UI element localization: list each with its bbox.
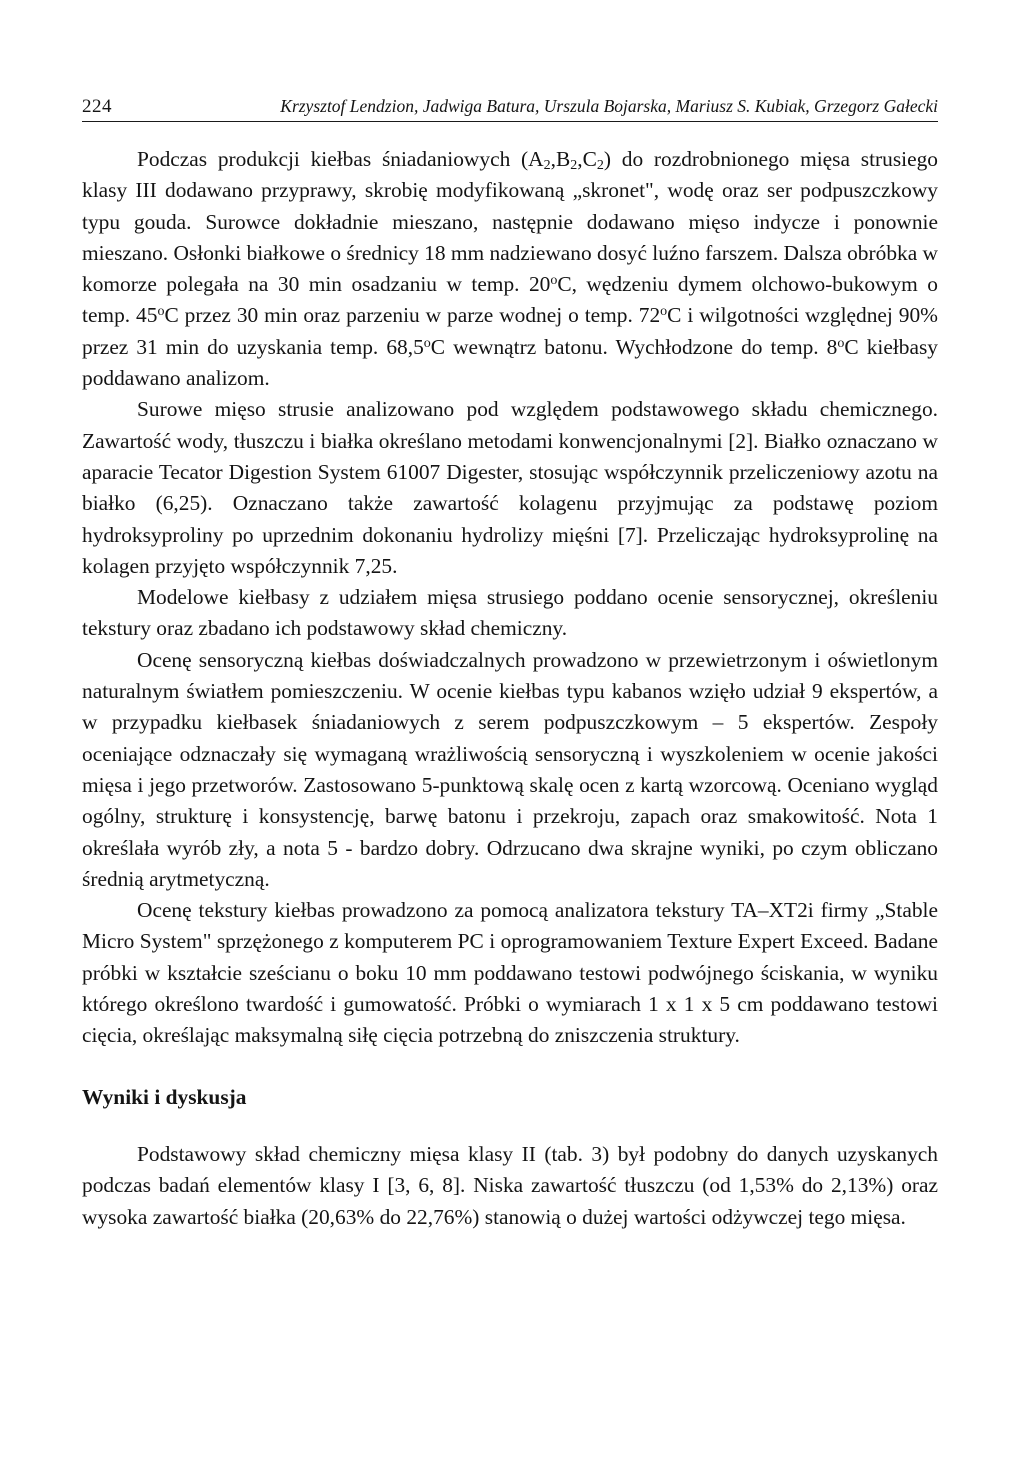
subscript: 2	[543, 158, 551, 173]
text-run: ) do rozdrobnionego mięsa strusiego klasy III dodawano przyprawy, skrobię modyfikowaną „skronet", wodę oraz ser podpuszczkowy typu gouda. Surowce dokładnie mieszano, następnie dodawano mięso indycze i ponownie mieszano. Osłonki białkowe o średnicy 18 mm nadziewano dosyć luźno farszem. Dalsza obróbka w komorze polegała na 30 min osadzaniu w temp. 20	[82, 147, 938, 297]
paragraph-texture-analysis: Ocenę tekstury kiełbas prowadzono za pomocą analizatora tekstury TA–XT2i firmy „Stable Micro System" sprzężonego z komputerem PC i oprogramowaniem Texture Expert Exceed. Badane próbki w kształcie sześcianu o boku 10 mm poddawano testowi podwójnego ściskania, w wyniku którego określono twardość i gumowatość. Próbki o wymiarach 1 x 1 x 5 cm poddawano testowi cięcia, określając maksymalną siłę cięcia potrzebną do zniszczenia struktury.	[82, 898, 938, 1048]
page-number: 224	[82, 96, 112, 117]
paragraph-sausage-production	[82, 144, 938, 394]
text-run: ,B	[550, 147, 571, 171]
paragraph-results: Podstawowy skład chemiczny mięsa klasy II (tab. 3) był podobny do danych uzyskanych podczas badań elementów klasy I [3, 6, 8]. Niska zawartość tłuszczu (od 1,53% do 2,13%) oraz wysoka zawartość białka (20,63% do 22,76%) stanowią o dużej wartości odżywczej tego mięsa.	[82, 1141, 938, 1229]
text-run: C i wilgotności względnej 90% przez 31 min do uzyskania temp. 68,5	[82, 303, 938, 359]
subscript: 2	[570, 158, 578, 173]
degree-superscript: o	[837, 335, 845, 351]
degree-superscript: o	[660, 304, 668, 320]
article-body	[82, 144, 938, 1233]
text-run: C przez 30 min oraz parzeniu w parze wodnej o temp. 72	[164, 303, 661, 328]
text-run: C, wędzeniu dymem olchowo-bukowym o temp. 45	[82, 272, 938, 328]
degree-superscript: o	[423, 335, 431, 351]
paragraph-sensory-evaluation: Ocenę sensoryczną kiełbas doświadczalnych prowadzono w przewietrzonym i oświetlonym naturalnym światłem pomieszczeniu. W ocenie kiełbas typu kabanos wzięło udział 9 ekspertów, a w przypadku kiełbasek śniadaniowych z serem podpuszczkowym – 5 ekspertów. Zespoły oceniające odznaczały się wymaganą wrażliwością sensoryczną i wyszkoleniem w ocenie jakości mięsa i jego przetworów. Zastosowano 5-punktową skalę ocen z kartą wzorcową. Oceniano wygląd ogólny, strukturę i konsystencję, barwę batonu i przekroju, zapach oraz smakowitość. Nota 1 określała wyrób zły, a nota 5 - bardzo dobry. Odrzucano dwa skrajne wyniki, po czym obliczano średnią arytmetyczną.	[82, 647, 938, 891]
page	[82, 96, 938, 1233]
text-run: C wewnątrz batonu. Wychłodzone do temp. 8	[430, 334, 838, 359]
section-heading-results: Wyniki i dyskusja	[82, 1084, 247, 1109]
text-run: Podczas produkcji kiełbas śniadaniowych (A	[137, 147, 544, 171]
subscript: 2	[596, 158, 604, 173]
degree-superscript: o	[550, 273, 558, 289]
paragraph-model-sausages: Modelowe kiełbasy z udziałem mięsa strusiego poddano ocenie sensorycznej, określeniu tekstury oraz zbadano ich podstawowy skład chemiczny.	[82, 585, 938, 641]
paragraph-chemical-analysis: Surowe mięso strusie analizowano pod względem podstawowego składu chemicznego. Zawartość wody, tłuszczu i białka określano metodami konwencjonalnymi [2]. Białko oznaczano w aparacie Tecator Digestion System 61007 Digester, stosując współczynnik przeliczeniowy azotu na białko (6,25). Oznaczano także zawartość kolagenu przyjmując za podstawę poziom hydroksyproliny po uprzednim dokonaniu hydrolizy mięśni [7]. Przeliczając hydroksyprolinę na kolagen przyjęto współczynnik 7,25.	[82, 397, 938, 578]
running-header	[82, 96, 938, 122]
degree-superscript: o	[157, 304, 165, 320]
text-run: C kiełbasy poddawano analizom.	[82, 334, 938, 391]
running-header-authors: Krzysztof Lendzion, Jadwiga Batura, Urszula Bojarska, Mariusz S. Kubiak, Grzegorz Gałecki	[280, 96, 938, 116]
text-run: ,C	[577, 147, 597, 171]
